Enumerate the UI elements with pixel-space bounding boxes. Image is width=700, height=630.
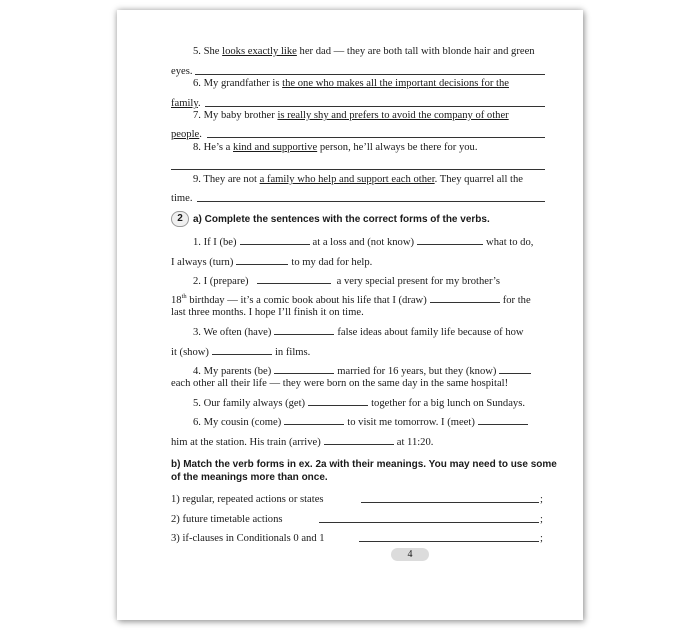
- text: 1. If I (be): [193, 237, 237, 248]
- workbook-page: [117, 10, 583, 620]
- text: birthday — it’s a comic book about his life that I (draw): [186, 295, 427, 306]
- sentence-7-cont: people.: [171, 129, 202, 140]
- text: for the: [502, 295, 531, 306]
- ex2a-item-6: [171, 415, 545, 429]
- page-number: 4: [391, 548, 429, 561]
- superscript: th: [181, 293, 187, 300]
- underlined-phrase: a family who help and support each other: [259, 174, 435, 185]
- text: 8. He’s a: [193, 142, 234, 153]
- answer-blank[interactable]: [499, 364, 531, 374]
- ex2a-item-5: [171, 396, 545, 410]
- text: 3) if-clauses in Conditionals 0 and 1: [171, 533, 325, 544]
- answer-line-5[interactable]: [195, 74, 545, 75]
- text: him at the station. His train (arrive): [171, 437, 321, 448]
- text: eyes.: [171, 66, 193, 77]
- underlined-phrase: looks exactly like: [222, 46, 297, 57]
- exercise-2a-heading: a) Complete the sentences with the correct forms of the verbs.: [193, 214, 490, 225]
- exercise-number-badge: 2: [171, 211, 189, 227]
- exercise-2b-heading-line2: of the meanings more than once.: [171, 472, 328, 483]
- text: I always (turn): [171, 257, 234, 268]
- text: at 11:20.: [396, 437, 434, 448]
- sentence-5: [171, 45, 545, 58]
- answer-line-meaning-3[interactable]: [359, 541, 539, 542]
- text: 3. We often (have): [193, 327, 272, 338]
- answer-blank[interactable]: [308, 396, 368, 406]
- meaning-item-3: [171, 532, 545, 545]
- text: it (show): [171, 347, 209, 358]
- answer-line-8[interactable]: [171, 169, 545, 170]
- text: 5. She: [193, 46, 223, 57]
- sentence-8: [171, 141, 545, 154]
- text: 9. They are not: [193, 174, 260, 185]
- text: false ideas about family life because of how: [337, 327, 524, 338]
- text: married for 16 years, but they (know): [337, 366, 497, 377]
- answer-blank[interactable]: [236, 255, 288, 265]
- text: together for a big lunch on Sundays.: [371, 398, 525, 409]
- ex2a-item-2: [171, 274, 545, 288]
- text: 6. My cousin (come): [193, 417, 282, 428]
- semicolon: ;: [540, 494, 543, 505]
- sentence-6-cont: family.: [171, 98, 201, 109]
- answer-blank[interactable]: [324, 435, 394, 445]
- ex2a-item-3-cont: [171, 345, 545, 359]
- underlined-phrase: the one who makes all the important decisions for the: [282, 78, 509, 89]
- ex2a-item-2-cont2: last three months. I hope I’ll finish it on time.: [171, 307, 364, 318]
- text: 6. My grandfather is: [193, 78, 283, 89]
- underlined-phrase: kind and supportive: [233, 142, 318, 153]
- answer-blank[interactable]: [478, 415, 528, 425]
- underlined-phrase: family: [171, 98, 198, 109]
- answer-blank[interactable]: [274, 364, 334, 374]
- answer-blank[interactable]: [284, 415, 344, 425]
- text: person, he’ll always be there for you.: [317, 142, 478, 153]
- text: 18: [171, 295, 182, 306]
- text: 2. I (prepare): [193, 276, 249, 287]
- ex2a-item-6-cont: [171, 435, 545, 449]
- answer-blank[interactable]: [257, 274, 331, 284]
- text: to visit me tomorrow. I (meet): [347, 417, 475, 428]
- semicolon: ;: [540, 514, 543, 525]
- ex2a-item-1: [171, 235, 545, 249]
- text: to my dad for help.: [291, 257, 373, 268]
- text: at a loss and (not know): [312, 237, 415, 248]
- text: 4. My parents (be): [193, 366, 272, 377]
- ex2a-item-3: [171, 325, 545, 339]
- text: time.: [171, 193, 193, 204]
- text: 2) future timetable actions: [171, 514, 283, 525]
- sentence-9: [171, 173, 545, 186]
- answer-line-meaning-1[interactable]: [361, 502, 539, 503]
- sentence-6: [171, 77, 545, 90]
- text: a very special present for my brother’s: [336, 276, 500, 287]
- sentence-7: [171, 109, 545, 122]
- semicolon: ;: [540, 533, 543, 544]
- text: 5. Our family always (get): [193, 398, 306, 409]
- answer-line-meaning-2[interactable]: [319, 522, 539, 523]
- text: in films.: [274, 347, 311, 358]
- text: 7. My baby brother: [193, 110, 278, 121]
- answer-line-6[interactable]: [205, 106, 545, 107]
- answer-blank[interactable]: [240, 235, 310, 245]
- underlined-phrase: people: [171, 129, 200, 140]
- answer-blank[interactable]: [430, 293, 500, 303]
- answer-blank[interactable]: [212, 345, 272, 355]
- ex2a-item-4-cont: each other all their life — they were born on the same day in the same hospital!: [171, 378, 509, 389]
- text: her dad — they are both tall with blonde hair and green: [296, 46, 535, 57]
- ex2a-item-2-cont: [171, 293, 545, 307]
- ex2a-item-1-cont: [171, 255, 545, 269]
- answer-blank[interactable]: [274, 325, 334, 335]
- answer-blank[interactable]: [417, 235, 483, 245]
- answer-line-9[interactable]: [197, 201, 545, 202]
- text: 1) regular, repeated actions or states: [171, 494, 324, 505]
- text: . They quarrel all the: [434, 174, 523, 185]
- ex2a-item-4: [171, 364, 545, 378]
- sentence-9-cont: [171, 192, 545, 205]
- answer-line-7[interactable]: [207, 137, 545, 138]
- meaning-item-1: [171, 493, 545, 506]
- text: what to do,: [486, 237, 534, 248]
- meaning-item-2: [171, 513, 545, 526]
- exercise-2b-heading-line1: b) Match the verb forms in ex. 2a with their meanings. You may need to use some: [171, 459, 557, 470]
- underlined-phrase: is really shy and prefers to avoid the company of other: [277, 110, 509, 121]
